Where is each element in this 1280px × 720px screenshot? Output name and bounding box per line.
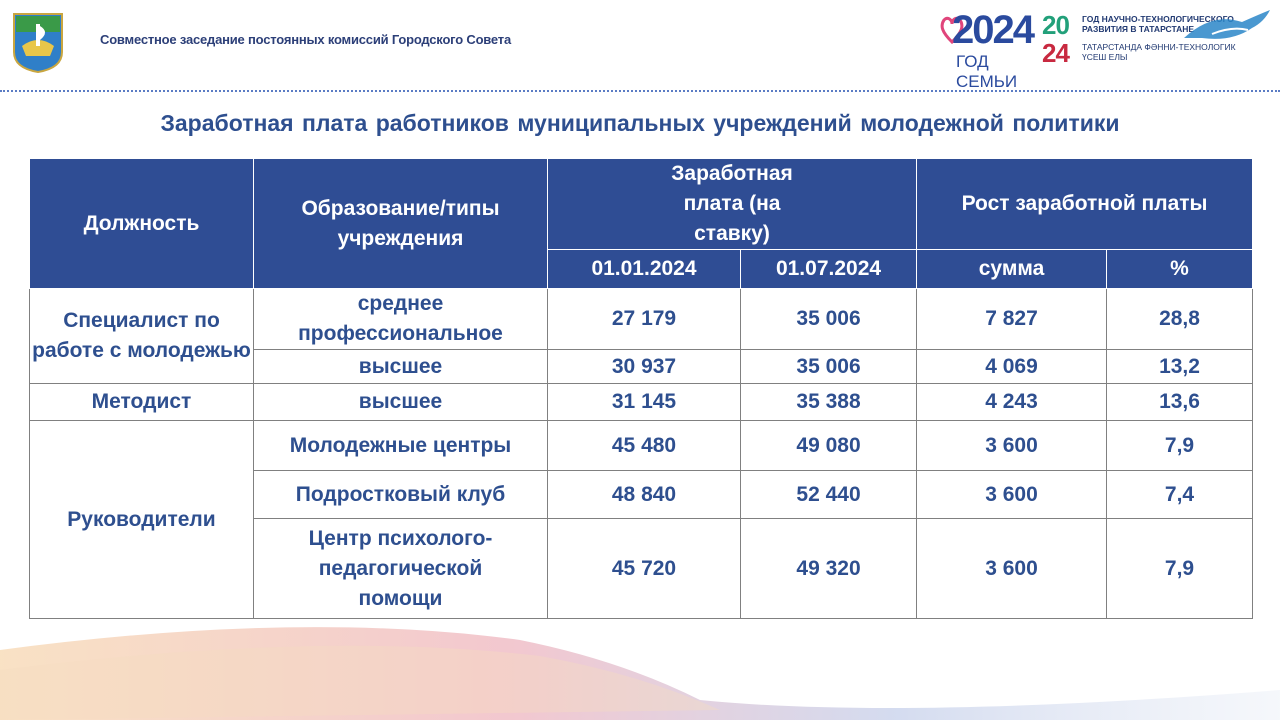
header-growth: Рост заработной платы xyxy=(917,159,1253,250)
growth-percent-cell: 7,9 xyxy=(1107,519,1253,619)
tech-logo-year-bottom: 24 xyxy=(1042,38,1069,68)
education-cell: Подростковый клуб xyxy=(254,471,548,519)
salary-date1-cell: 30 937 xyxy=(548,350,741,384)
tech-logo-line2: РАЗВИТИЯ В ТАТАРСТАНЕ xyxy=(1082,24,1195,34)
salary-date2-cell: 49 080 xyxy=(741,421,917,471)
tech-logo-year-top: 20 xyxy=(1042,10,1069,40)
growth-sum-cell: 3 600 xyxy=(917,471,1107,519)
year-of-family-logo xyxy=(940,8,1035,91)
growth-percent-cell: 7,4 xyxy=(1107,471,1253,519)
page-title: Заработная плата работников муниципальных учреждений молодежной политики xyxy=(160,110,1120,136)
salary-date1-cell: 27 179 xyxy=(548,289,741,350)
growth-percent-cell: 13,2 xyxy=(1107,350,1253,384)
position-cell: Руководители xyxy=(30,421,254,619)
header-salary: Заработная плата (на ставку) xyxy=(548,159,917,250)
header-sum: сумма xyxy=(917,250,1107,289)
education-cell: среднее профессиональное xyxy=(254,289,548,350)
header-percent: % xyxy=(1107,250,1253,289)
growth-sum-cell: 4 069 xyxy=(917,350,1107,384)
education-cell: Центр психолого-педагогической помощи xyxy=(254,519,548,619)
education-cell: высшее xyxy=(254,350,548,384)
salary-date2-cell: 35 006 xyxy=(741,289,917,350)
position-cell: Специалист по работе с молодежью xyxy=(30,289,254,384)
header-divider xyxy=(0,90,1280,92)
table-row xyxy=(30,421,1253,471)
table-row xyxy=(30,289,1253,350)
position-cell: Методист xyxy=(30,384,254,421)
decorative-wave xyxy=(0,590,1280,720)
growth-percent-cell: 28,8 xyxy=(1107,289,1253,350)
salary-table xyxy=(29,158,1253,619)
salary-date2-cell: 52 440 xyxy=(741,471,917,519)
tech-logo-line1: ГОД НАУЧНО-ТЕХНОЛОГИЧЕСКОГО xyxy=(1082,14,1234,24)
education-cell: Молодежные центры xyxy=(254,421,548,471)
salary-date1-cell: 31 145 xyxy=(548,384,741,421)
salary-date2-cell: 35 006 xyxy=(741,350,917,384)
growth-sum-cell: 3 600 xyxy=(917,519,1107,619)
growth-percent-cell: 13,6 xyxy=(1107,384,1253,421)
family-logo-caption: ГОД СЕМЬИ xyxy=(956,52,1018,91)
header-education: Образование/типы учреждения xyxy=(254,159,548,289)
salary-date1-cell: 48 840 xyxy=(548,471,741,519)
tech-logo-line4: ҮСЕШ ЕЛЫ xyxy=(1082,52,1128,62)
growth-sum-cell: 4 243 xyxy=(917,384,1107,421)
header-date1: 01.01.2024 xyxy=(548,250,741,289)
growth-percent-cell: 7,9 xyxy=(1107,421,1253,471)
growth-sum-cell: 3 600 xyxy=(917,421,1107,471)
header-date2: 01.07.2024 xyxy=(741,250,917,289)
bird-icon xyxy=(1182,8,1272,48)
salary-date1-cell: 45 480 xyxy=(548,421,741,471)
salary-date2-cell: 35 388 xyxy=(741,384,917,421)
session-subtitle: Совместное заседание постоянных комиссий Городского Совета xyxy=(100,32,511,47)
family-logo-year: 2024 xyxy=(952,8,1033,52)
year-of-tech-logo xyxy=(1042,8,1272,72)
growth-sum-cell: 7 827 xyxy=(917,289,1107,350)
city-emblem-icon xyxy=(12,12,64,74)
header-position: Должность xyxy=(30,159,254,289)
salary-date2-cell: 49 320 xyxy=(741,519,917,619)
salary-date1-cell: 45 720 xyxy=(548,519,741,619)
tech-logo-line3: ТАТАРСТАНДА ФӘННИ-ТЕХНОЛОГИК xyxy=(1082,42,1236,52)
education-cell: высшее xyxy=(254,384,548,421)
table-row xyxy=(30,384,1253,421)
slide-header xyxy=(0,0,1280,90)
